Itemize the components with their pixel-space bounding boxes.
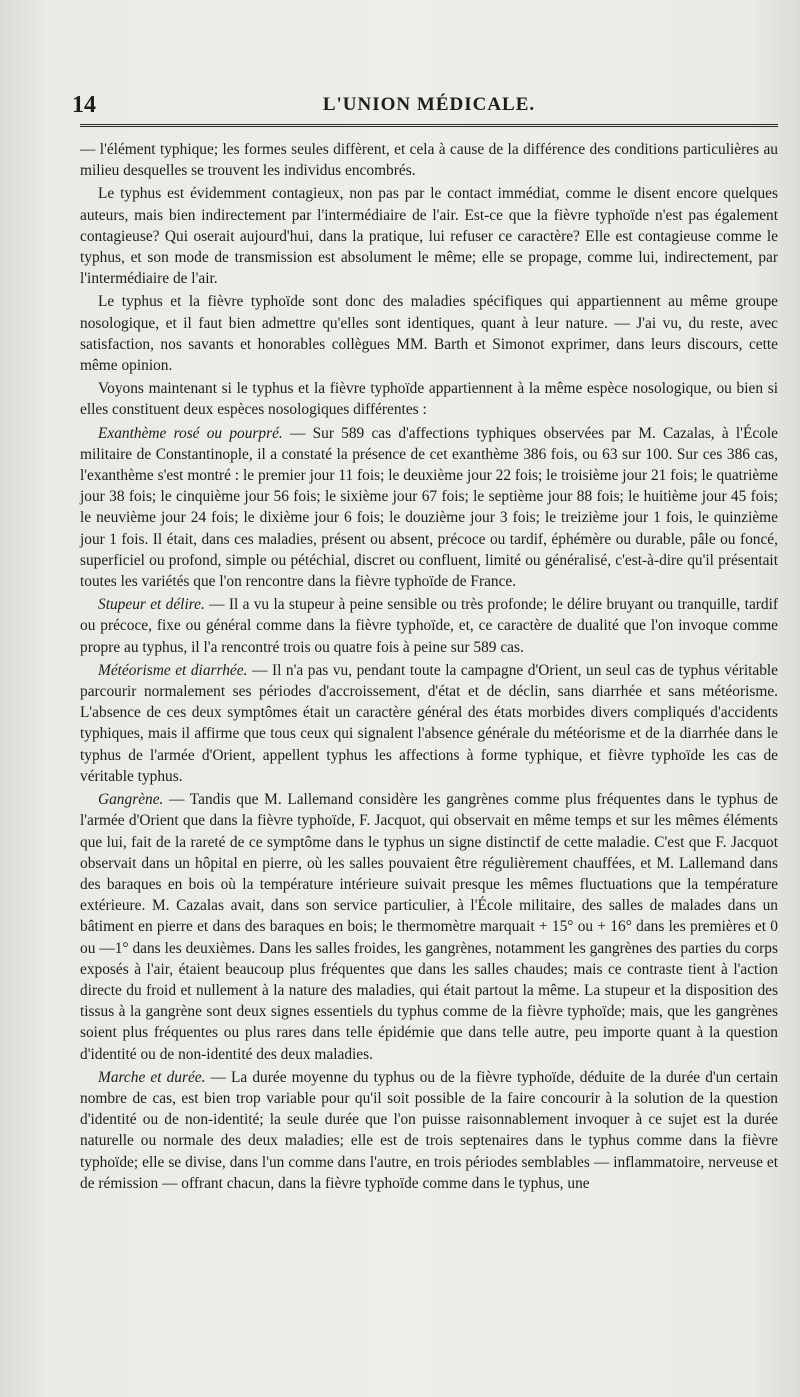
paragraph [80,139,778,181]
paragraph [80,423,778,593]
paragraph [80,594,778,658]
paragraph-text: Voyons maintenant si le typhus et la fièvre typhoïde appartiennent à la même espèce nosologique, ou bien si elles constituent deux espèces nosologiques différentes : [80,380,778,419]
paragraph-text: Le typhus et la fièvre typhoïde sont donc des maladies spécifiques qui appartiennent au même groupe nosologique, et il faut bien admettre qu'elles sont identiques, quant à leur nature. — J'ai vu, du reste, avec satisfaction, nos savants et honorables collègues MM. Barth et Simonot exprimer, dans leurs discours, cette même opinion. [80,293,778,375]
article-body [80,139,778,1194]
running-title: L'UNION MÉDICALE. [322,94,536,115]
paragraph-text: — Il n'a pas vu, pendant toute la campagne d'Orient, un seul cas de typhus véritable parcourir normalement ses périodes d'accroissement, d'état et de déclin, sans diarrhée et sans météorisme. L'absence de ces deux symptômes était un caractère général des états morbides divers compliqués d'accidents typhiques, mais il affirme que tous ceux qui signalent l'absence générale du météorisme et de la diarrhée dans le typhus de l'armée d'Orient, appellent typhus les affections à forme typhique, et fièvre typhoïde les cas de véritable typhus. [80,661,778,785]
paragraph-text: — Tandis que M. Lallemand considère les gangrènes comme plus fréquentes dans le typhus de l'armée d'Orient que dans la fièvre typhoïde, F. Jacquot, qui observait en même temps et sur les mêmes éléments que lui, fait de la rareté de ce symptôme dans le typhus un signe distinctif de cette maladie. C'est que F. Jacquot observait dans un hôpital en pierre, où les salles pouvaient être régulièrement chauffées, et M. Lallemand dans des baraques en bois où la température intérieure suivait presque les mêmes fluctuations que la température extérieure. M. Cazalas avait, dans son service particulier, à l'École militaire, des salles de malades dans un bâtiment en pierre et dans des baraques en bois; le thermomètre marquait + 15° ou + 16° dans les premières et 0 ou —1° dans les deuxièmes. Dans les salles froides, les gangrènes, notamment les gangrènes des parties du corps exposés à l'air, étaient beaucoup plus fréquentes que dans les salles chaudes; mais ce contraste tient à l'action directe du froid et nullement à la nature des maladies, qui était partout la même. La stupeur et la disposition des tissus à la gangrène sont deux signes essentiels du typhus comme de la fièvre typhoïde; mais, que les gangrènes soient plus fréquentes ou plus rares dans telle épidémie que dans telle autre, peu importe quant à la question d'identité ou de non-identité des deux maladies. [80,791,778,1063]
paragraph-lead: Marche et durée. [98,1068,206,1086]
page-number: 14 [72,92,96,118]
paragraph-text: Le typhus est évidemment contagieux, non pas par le contact immédiat, comme le disent encore quelques auteurs, mais bien indirectement par l'intermédiaire de l'air. Est-ce que la fièvre typhoïde n'est pas également contagieuse? Qui oserait aujourd'hui, dans la pratique, lui refuser ce caractère? Elle est contagieuse comme le typhus, et son mode de transmission est absolument le même; elle se propage, comme lui, indirectement, par l'intermédiaire de l'air. [80,185,778,288]
paragraph [80,789,778,1065]
paragraph-text: — Sur 589 cas d'affections typhiques observées par M. Cazalas, à l'École militaire de Constantinople, il a constaté la présence de cet exanthème 386 fois, ou 63 sur 100. Sur ces 386 cas, l'exanthème s'est montré : le premier jour 11 fois; le deuxième jour 22 fois; le troisième jour 21 fois; le quatrième jour 38 fois; le cinquième jour 56 fois; le sixième jour 67 fois; le septième jour 88 fois; le huitième jour 45 fois; le neuvième jour 24 fois; le dixième jour 6 fois; le douzième jour 3 fois; le treizième jour 1 fois, le quinzième jour 1 fois. Il était, dans ces maladies, présent ou absent, précoce ou tardif, éphémère ou durable, pâle ou foncé, superficiel ou profond, simple ou pétéchial, discret ou confluent, limité ou généralisé, c'est-à-dire qu'il présentait toutes les variétés que l'on rencontre dans la fièvre typhoïde de France. [80,424,778,591]
paragraph-lead: Météorisme et diarrhée. [98,661,248,679]
paragraph-lead: Stupeur et délire. [98,596,205,614]
paragraph [80,378,778,420]
page-header [72,88,778,127]
paragraph-text: — l'élément typhique; les formes seules diffèrent, et cela à cause de la différence des conditions particulières au milieu desquelles se trouvent les individus encombrés. [80,141,778,180]
paragraph [80,291,778,376]
paragraph [80,183,778,289]
paragraph-lead: Exanthème rosé ou pourpré. [98,424,283,442]
paragraph [80,1067,778,1194]
paragraph-text: — Il a vu la stupeur à peine sensible ou très profonde; le délire bruyant ou tranquille, tardif ou précoce, fixe ou général comme dans la fièvre typhoïde, et, ce caractère de dualité que l'on invoque comme propre au typhus, il l'a rencontré trois ou quatre fois à peine sur 589 cas. [80,596,778,656]
paragraph-lead: Gangrène. [98,791,164,809]
paragraph-text: — La durée moyenne du typhus ou de la fièvre typhoïde, déduite de la durée d'un certain nombre de cas, est bien trop variable pour qu'il soit possible de la faire concourir à la solution de la question d'identité ou de non-identité; la seule durée que l'on puisse raisonnablement invoquer à ce sujet est la durée naturelle ou normale des deux maladies; elle est de trois septenaires dans le typhus comme dans la fièvre typhoïde; elle se divise, dans l'un comme dans l'autre, en trois périodes semblables — inflammatoire, nerveuse et de rémission — offrant chacun, dans la fièvre typhoïde comme dans le typhus, une [80,1068,779,1192]
paragraph [80,660,778,787]
